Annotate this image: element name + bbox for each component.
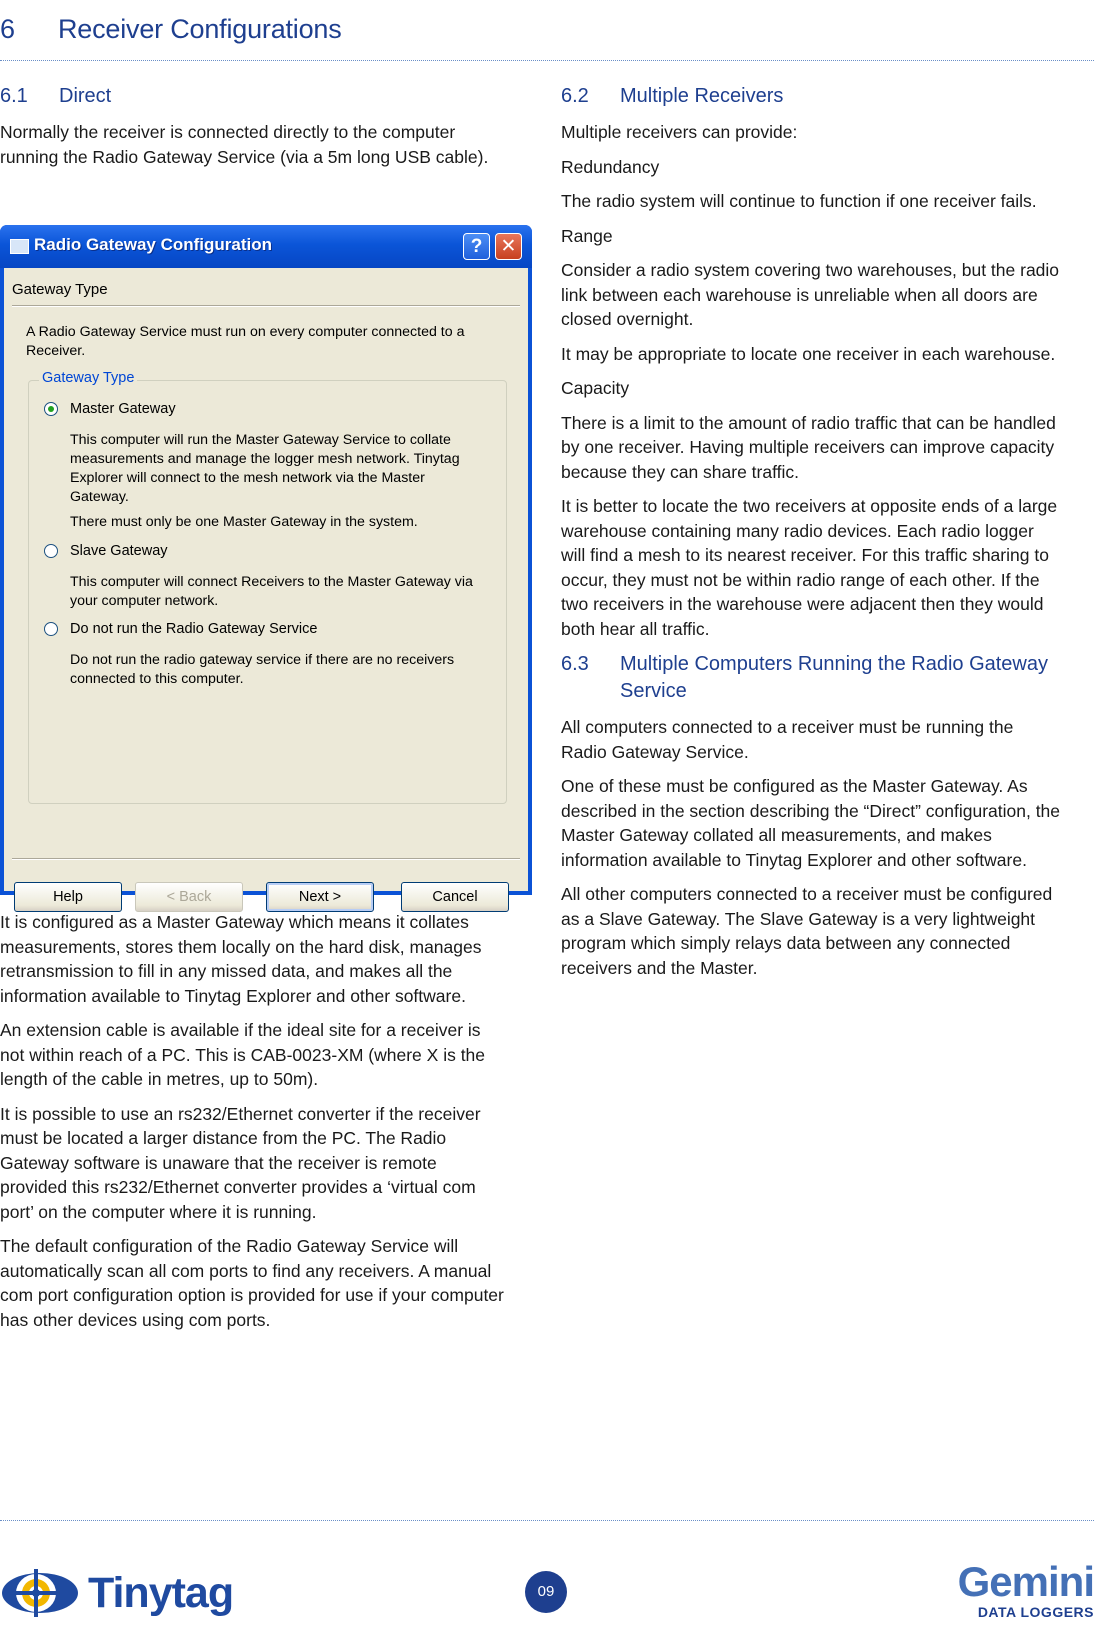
next-button[interactable]: Next > [266,882,374,912]
header-divider [0,60,1094,61]
left-paragraph: It is configured as a Master Gateway which means it collates measurements, stores them locally on the hard disk, manages retransmission to fill in any missed data, and makes all the information available to Tinytag Explorer and other software. [0,912,482,1006]
dialog-divider-top [12,305,520,307]
group-label: Gateway Type [39,370,137,386]
heading-number: 6.2 [561,85,589,107]
dialog-title: Radio Gateway Configuration [34,235,273,254]
dialog-client [4,268,528,905]
radio-unselected-icon[interactable] [44,622,58,636]
radio-do-not-run[interactable] [44,621,317,637]
page-number: 09 [525,1571,567,1613]
right-paragraph: All computers connected to a receiver must be running the Radio Gateway Service. [561,717,1014,762]
radio-unselected-icon[interactable] [44,544,58,558]
left-paragraph: The default configuration of the Radio Gateway Service will automatically scan all com ports to find any receivers. A manual com port configuration option is provided for use if your computer has other devices using com ports. [0,1236,504,1330]
heading-6-2 [561,83,1061,110]
master-note: There must only be one Master Gateway in the system. [70,514,418,530]
tinytag-target-icon [0,1565,80,1621]
dialog-titlebar [0,225,532,268]
cancel-button[interactable]: Cancel [401,882,509,912]
right-subheading: Range [561,225,613,246]
back-button[interactable]: < Back [135,882,243,912]
right-subheading: Redundancy [561,156,660,177]
footer-divider [0,1520,1094,1521]
radio-label: Do not run the Radio Gateway Service [70,621,318,637]
gateway-type-group [28,370,507,804]
right-paragraph: It may be appropriate to locate one receiver in each warehouse. [561,343,1056,364]
slave-desc: This computer will connect Receivers to the Master Gateway via your computer network. [70,574,473,609]
heading-text: Multiple Receivers [620,85,784,107]
do-not-run-desc: Do not run the radio gateway service if there are no receivers connected to this computer. [70,652,455,687]
help-icon[interactable]: ? [463,233,490,260]
dialog-section-heading: Gateway Type [12,281,108,298]
radio-slave-gateway[interactable] [44,543,168,559]
right-paragraph: There is a limit to the amount of radio traffic that can be handled by one receiver. Having multiple receivers can improve capacity because they can share traffic. [561,412,1056,482]
radio-label: Slave Gateway [70,543,168,559]
heading-text: Multiple Computers Running the Radio Gateway Service [620,653,1048,702]
left-column-body [0,910,505,1342]
master-desc: This computer will run the Master Gateway Service to collate measurements and manage the logger mesh network. Tinytag Explorer will connect to the mesh network via the Master Gateway. [70,432,460,505]
right-column [561,83,1061,990]
heading-6-3 [561,651,1061,705]
right-paragraph: Consider a radio system covering two warehouses, but the radio link between each warehouse is unreliable when all doors are closed overnight. [561,260,1060,329]
right-paragraph: All other computers connected to a receiver must be configured as a Slave Gateway. The Slave Gateway is a very lightweight program which simply relays data between any connected receivers and the Master. [561,884,1053,978]
section-number: 6 [0,14,15,44]
left-paragraph: An extension cable is available if the ideal site for a receiver is not within reach of a PC. This is CAB-0023-XM (where X is the length of the cable in metres, up to 50m). [0,1020,486,1089]
window-icon [10,239,29,254]
right-paragraph: One of these must be configured as the Master Gateway. As described in the section describing the “Direct” configuration, the Master Gateway collated all measurements, and makes information available to Tinytag Explorer and other software. [561,776,1061,870]
gemini-wordmark: Gemini [957,1558,1094,1605]
left-column [0,83,500,179]
direct-intro: Normally the receiver is connected directly to the computer running the Radio Gateway Service (via a 5m long USB cable). [0,122,489,167]
heading-number: 6.1 [0,85,28,107]
tinytag-logo [0,1565,233,1621]
left-paragraph: It is possible to use an rs232/Ethernet converter if the receiver must be located a larger distance from the PC. The Radio Gateway software is unaware that the receiver is remote provided this rs232/Ethernet converter provides a ‘virtual com port’ on the computer where it is running. [0,1103,481,1222]
heading-text: Direct [59,85,112,107]
gemini-logo [958,1560,1094,1620]
tinytag-wordmark: Tinytag [88,1568,234,1617]
section-title [0,14,342,45]
radio-selected-icon[interactable] [44,402,58,416]
radio-gateway-dialog [0,225,532,905]
right-subheading: Capacity [561,378,630,398]
right-paragraph: Multiple receivers can provide: [561,122,798,142]
right-paragraph: It is better to locate the two receivers at opposite ends of a large warehouse containing many radio devices. Each radio logger will find a mesh to its nearest receiver. For this traffic sharing to occur, they must not be within radio range of each other. If the two receivers in the warehouse were adjacent then they would both hear all traffic. [561,496,1058,639]
help-button[interactable]: Help [14,882,122,912]
close-icon[interactable]: ✕ [495,233,522,260]
dialog-intro: A Radio Gateway Service must run on every computer connected to a Receiver. [26,324,465,359]
radio-label: Master Gateway [70,401,176,417]
heading-number: 6.3 [561,653,589,675]
radio-master-gateway[interactable] [44,401,176,417]
section-title-text: Receiver Configurations [58,14,342,44]
gemini-subtitle: DATA LOGGERS [977,1604,1094,1620]
heading-6-1 [0,83,500,110]
dialog-divider-bottom [12,858,520,860]
right-paragraph: The radio system will continue to function if one receiver fails. [561,191,1037,211]
